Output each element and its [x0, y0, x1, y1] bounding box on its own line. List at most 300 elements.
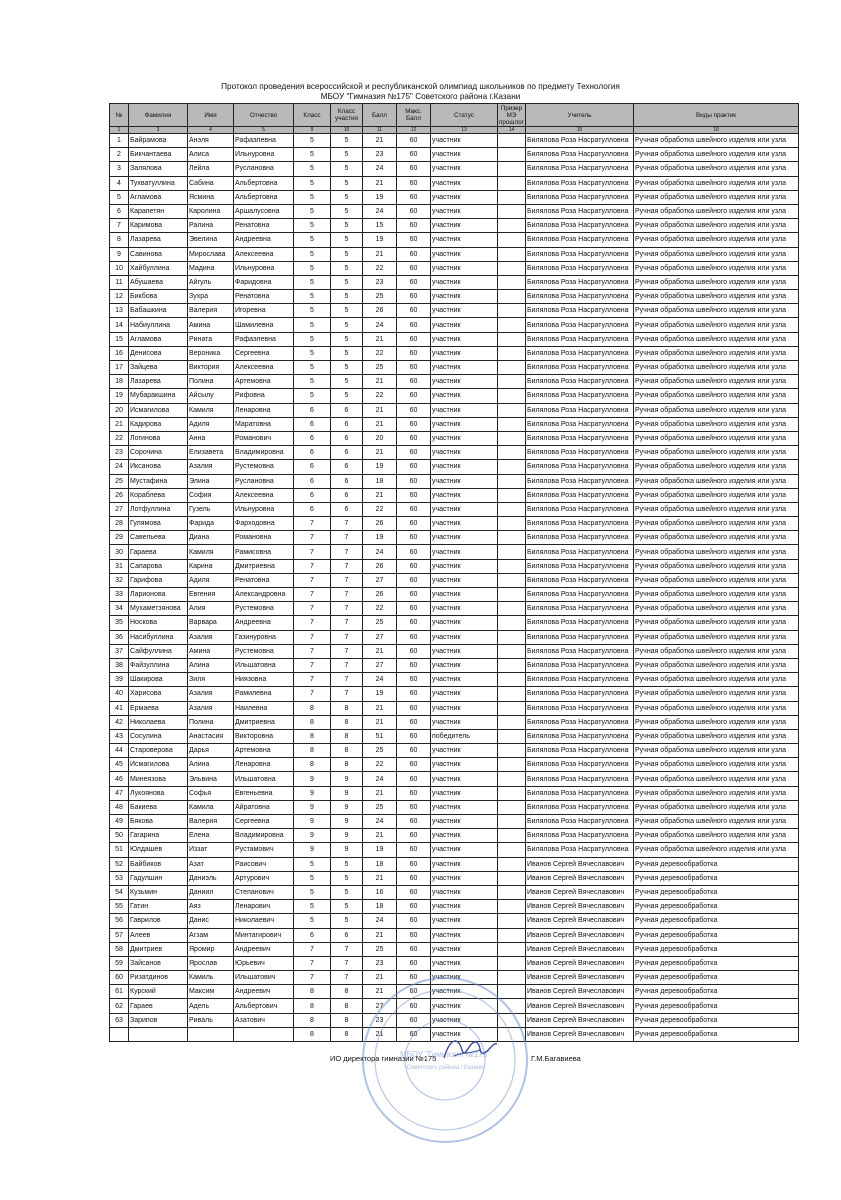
- score-cell: 27: [363, 573, 397, 587]
- max-score-cell: 60: [397, 162, 431, 176]
- grade-cell: 5: [294, 389, 331, 403]
- status-cell: участник: [431, 857, 498, 871]
- patronymic-cell: Викторовна: [234, 729, 294, 743]
- max-score-cell: 60: [397, 431, 431, 445]
- last-name-cell: Дмитриев: [129, 942, 188, 956]
- patronymic-cell: Алексеевна: [234, 247, 294, 261]
- score-cell: 26: [363, 559, 397, 573]
- status-cell: участник: [431, 971, 498, 985]
- score-cell: 22: [363, 758, 397, 772]
- max-score-cell: 60: [397, 729, 431, 743]
- row-number-cell: [110, 1027, 129, 1041]
- first-name-cell: Полина: [188, 715, 234, 729]
- last-name-cell: Кадирова: [129, 417, 188, 431]
- previous-prize-cell: [498, 290, 526, 304]
- patronymic-cell: Артурович: [234, 871, 294, 885]
- max-score-cell: 60: [397, 829, 431, 843]
- grade-participation-cell: 8: [331, 701, 363, 715]
- first-name-cell: Зиля: [188, 673, 234, 687]
- teacher-cell: Билялова Роза Насратулловна: [526, 744, 634, 758]
- last-name-cell: Логинова: [129, 431, 188, 445]
- score-cell: 19: [363, 843, 397, 857]
- grade-cell: 6: [294, 474, 331, 488]
- first-name-cell: Риваль: [188, 1013, 234, 1027]
- grade-participation-cell: 5: [331, 332, 363, 346]
- last-name-cell: Абушаева: [129, 275, 188, 289]
- practice-type-cell: Ручная обработка швейного изделия или узла: [634, 361, 799, 375]
- max-score-cell: 60: [397, 772, 431, 786]
- last-name-cell: Денисова: [129, 346, 188, 360]
- grade-cell: 5: [294, 914, 331, 928]
- grade-cell: 9: [294, 800, 331, 814]
- row-number-cell: 35: [110, 616, 129, 630]
- status-cell: участник: [431, 474, 498, 488]
- grade-participation-cell: 7: [331, 531, 363, 545]
- row-number-cell: 50: [110, 829, 129, 843]
- practice-type-cell: Ручная обработка швейного изделия или узла: [634, 687, 799, 701]
- teacher-cell: Билялова Роза Насратулловна: [526, 701, 634, 715]
- patronymic-cell: Ленарович: [234, 900, 294, 914]
- max-score-cell: 60: [397, 134, 431, 148]
- patronymic-cell: Игоревна: [234, 304, 294, 318]
- previous-prize-cell: [498, 857, 526, 871]
- row-number-cell: 38: [110, 658, 129, 672]
- grade-cell: 7: [294, 658, 331, 672]
- max-score-cell: 60: [397, 417, 431, 431]
- table-row: [110, 843, 799, 857]
- score-cell: 24: [363, 772, 397, 786]
- column-header: Виды практик: [634, 104, 799, 127]
- grade-cell: 7: [294, 687, 331, 701]
- row-number-cell: 6: [110, 204, 129, 218]
- row-number-cell: 60: [110, 971, 129, 985]
- status-cell: участник: [431, 431, 498, 445]
- grade-cell: 7: [294, 616, 331, 630]
- grade-participation-cell: 7: [331, 971, 363, 985]
- column-header: №: [110, 104, 129, 127]
- patronymic-cell: Рустамович: [234, 843, 294, 857]
- grade-participation-cell: 7: [331, 588, 363, 602]
- previous-prize-cell: [498, 134, 526, 148]
- table-row: [110, 431, 799, 445]
- first-name-cell: София: [188, 488, 234, 502]
- table-row: [110, 148, 799, 162]
- table-index-row: [110, 127, 799, 134]
- grade-cell: 9: [294, 815, 331, 829]
- teacher-cell: Билялова Роза Насратулловна: [526, 332, 634, 346]
- status-cell: участник: [431, 531, 498, 545]
- previous-prize-cell: [498, 701, 526, 715]
- grade-participation-cell: 5: [331, 261, 363, 275]
- row-number-cell: 53: [110, 871, 129, 885]
- status-cell: участник: [431, 176, 498, 190]
- row-number-cell: 41: [110, 701, 129, 715]
- teacher-cell: Билялова Роза Насратулловна: [526, 290, 634, 304]
- practice-type-cell: Ручная деревообработка: [634, 956, 799, 970]
- table-row: [110, 247, 799, 261]
- max-score-cell: 60: [397, 644, 431, 658]
- score-cell: 25: [363, 942, 397, 956]
- score-cell: 21: [363, 1027, 397, 1041]
- first-name-cell: Даниэль: [188, 871, 234, 885]
- teacher-cell: Билялова Роза Насратулловна: [526, 644, 634, 658]
- title-line-2: МБОУ "Гимназия №175" Советского района г.Казани: [320, 91, 521, 101]
- score-cell: 25: [363, 361, 397, 375]
- table-row: [110, 332, 799, 346]
- column-header: Отчество: [234, 104, 294, 127]
- grade-cell: 9: [294, 843, 331, 857]
- last-name-cell: Гараев: [129, 999, 188, 1013]
- score-cell: 21: [363, 176, 397, 190]
- practice-type-cell: Ручная обработка швейного изделия или узла: [634, 800, 799, 814]
- first-name-cell: Азалия: [188, 630, 234, 644]
- score-cell: 22: [363, 502, 397, 516]
- column-index: 13: [431, 127, 498, 134]
- row-number-cell: 43: [110, 729, 129, 743]
- last-name-cell: Зайсанов: [129, 956, 188, 970]
- previous-prize-cell: [498, 687, 526, 701]
- last-name-cell: Староверова: [129, 744, 188, 758]
- previous-prize-cell: [498, 190, 526, 204]
- last-name-cell: Исмагилова: [129, 758, 188, 772]
- first-name-cell: Полина: [188, 375, 234, 389]
- grade-cell: 6: [294, 502, 331, 516]
- first-name-cell: Варвара: [188, 616, 234, 630]
- teacher-cell: Билялова Роза Насратулловна: [526, 190, 634, 204]
- row-number-cell: 9: [110, 247, 129, 261]
- grade-participation-cell: 7: [331, 517, 363, 531]
- max-score-cell: 60: [397, 630, 431, 644]
- table-row: [110, 261, 799, 275]
- first-name-cell: Рината: [188, 332, 234, 346]
- previous-prize-cell: [498, 758, 526, 772]
- teacher-cell: Билялова Роза Насратулловна: [526, 800, 634, 814]
- table-row: [110, 786, 799, 800]
- last-name-cell: Карапетян: [129, 204, 188, 218]
- column-header: Учитель: [526, 104, 634, 127]
- last-name-cell: Савельева: [129, 531, 188, 545]
- first-name-cell: [188, 1027, 234, 1041]
- table-row: [110, 729, 799, 743]
- grade-participation-cell: 6: [331, 417, 363, 431]
- max-score-cell: 60: [397, 304, 431, 318]
- grade-participation-cell: 6: [331, 502, 363, 516]
- grade-participation-cell: 5: [331, 885, 363, 899]
- grade-participation-cell: 9: [331, 829, 363, 843]
- patronymic-cell: Дмитриевна: [234, 715, 294, 729]
- table-row: [110, 644, 799, 658]
- first-name-cell: Агзам: [188, 928, 234, 942]
- first-name-cell: Виктория: [188, 361, 234, 375]
- table-row: [110, 290, 799, 304]
- last-name-cell: Лазарева: [129, 375, 188, 389]
- patronymic-cell: Шамилевна: [234, 318, 294, 332]
- patronymic-cell: Минтагирович: [234, 928, 294, 942]
- grade-participation-cell: 5: [331, 871, 363, 885]
- first-name-cell: Амина: [188, 318, 234, 332]
- previous-prize-cell: [498, 829, 526, 843]
- score-cell: 21: [363, 332, 397, 346]
- patronymic-cell: Рафаэлевна: [234, 134, 294, 148]
- last-name-cell: Исмагилова: [129, 403, 188, 417]
- max-score-cell: 60: [397, 375, 431, 389]
- table-row: [110, 715, 799, 729]
- max-score-cell: 60: [397, 403, 431, 417]
- grade-cell: 5: [294, 346, 331, 360]
- last-name-cell: Гараева: [129, 545, 188, 559]
- practice-type-cell: Ручная обработка швейного изделия или узла: [634, 304, 799, 318]
- column-index: 18: [634, 127, 799, 134]
- column-index: 3: [129, 127, 188, 134]
- practice-type-cell: Ручная обработка швейного изделия или узла: [634, 531, 799, 545]
- grade-cell: 5: [294, 871, 331, 885]
- patronymic-cell: [234, 1027, 294, 1041]
- grade-cell: 5: [294, 375, 331, 389]
- last-name-cell: Иксанова: [129, 460, 188, 474]
- practice-type-cell: Ручная обработка швейного изделия или узла: [634, 219, 799, 233]
- first-name-cell: Елизавета: [188, 446, 234, 460]
- patronymic-cell: Рамисовна: [234, 545, 294, 559]
- grade-participation-cell: 7: [331, 573, 363, 587]
- first-name-cell: Алия: [188, 602, 234, 616]
- grade-cell: 5: [294, 233, 331, 247]
- patronymic-cell: Андреевна: [234, 233, 294, 247]
- grade-participation-cell: 8: [331, 999, 363, 1013]
- practice-type-cell: Ручная деревообработка: [634, 1027, 799, 1041]
- score-cell: 18: [363, 474, 397, 488]
- score-cell: 16: [363, 885, 397, 899]
- score-cell: 25: [363, 290, 397, 304]
- patronymic-cell: Альбертович: [234, 999, 294, 1013]
- table-row: [110, 928, 799, 942]
- status-cell: участник: [431, 275, 498, 289]
- previous-prize-cell: [498, 247, 526, 261]
- patronymic-cell: Андреевич: [234, 985, 294, 999]
- max-score-cell: 60: [397, 658, 431, 672]
- previous-prize-cell: [498, 715, 526, 729]
- grade-cell: 8: [294, 1013, 331, 1027]
- row-number-cell: 29: [110, 531, 129, 545]
- teacher-cell: Иванов Сергей Вячеславович: [526, 942, 634, 956]
- last-name-cell: Лазарева: [129, 233, 188, 247]
- last-name-cell: Курский: [129, 985, 188, 999]
- column-index: 5: [234, 127, 294, 134]
- first-name-cell: Евгения: [188, 588, 234, 602]
- director-signature: [440, 1032, 500, 1066]
- max-score-cell: 60: [397, 701, 431, 715]
- status-cell: участник: [431, 375, 498, 389]
- column-header: Класс участия: [331, 104, 363, 127]
- score-cell: 25: [363, 744, 397, 758]
- column-index: 11: [363, 127, 397, 134]
- previous-prize-cell: [498, 800, 526, 814]
- patronymic-cell: Алексеевна: [234, 361, 294, 375]
- column-index: 9: [294, 127, 331, 134]
- grade-cell: 6: [294, 488, 331, 502]
- max-score-cell: 60: [397, 233, 431, 247]
- max-score-cell: 60: [397, 1013, 431, 1027]
- score-cell: 25: [363, 616, 397, 630]
- column-header: Макс. Балл: [397, 104, 431, 127]
- row-number-cell: 28: [110, 517, 129, 531]
- practice-type-cell: Ручная деревообработка: [634, 914, 799, 928]
- last-name-cell: Мубаракшина: [129, 389, 188, 403]
- status-cell: участник: [431, 630, 498, 644]
- max-score-cell: 60: [397, 588, 431, 602]
- row-number-cell: 12: [110, 290, 129, 304]
- column-index: 10: [331, 127, 363, 134]
- row-number-cell: 31: [110, 559, 129, 573]
- status-cell: участник: [431, 559, 498, 573]
- first-name-cell: Лейла: [188, 162, 234, 176]
- patronymic-cell: Наилевна: [234, 701, 294, 715]
- row-number-cell: 55: [110, 900, 129, 914]
- previous-prize-cell: [498, 942, 526, 956]
- patronymic-cell: Рафаэлевна: [234, 332, 294, 346]
- grade-participation-cell: 5: [331, 361, 363, 375]
- last-name-cell: Гаврилов: [129, 914, 188, 928]
- max-score-cell: 60: [397, 176, 431, 190]
- status-cell: участник: [431, 332, 498, 346]
- patronymic-cell: Ниязовна: [234, 673, 294, 687]
- status-cell: участник: [431, 361, 498, 375]
- teacher-cell: Иванов Сергей Вячеславович: [526, 871, 634, 885]
- grade-cell: 7: [294, 644, 331, 658]
- table-row: [110, 318, 799, 332]
- practice-type-cell: Ручная деревообработка: [634, 928, 799, 942]
- last-name-cell: Мухаметзянова: [129, 602, 188, 616]
- patronymic-cell: Дмитриевна: [234, 559, 294, 573]
- practice-type-cell: Ручная обработка швейного изделия или узла: [634, 460, 799, 474]
- status-cell: участник: [431, 290, 498, 304]
- column-header: Статус: [431, 104, 498, 127]
- patronymic-cell: Владимировна: [234, 829, 294, 843]
- signer-title: ИО директора гимназии №175: [330, 1054, 437, 1063]
- last-name-cell: Минеязова: [129, 772, 188, 786]
- max-score-cell: 60: [397, 361, 431, 375]
- practice-type-cell: Ручная обработка швейного изделия или узла: [634, 134, 799, 148]
- grade-cell: 7: [294, 588, 331, 602]
- grade-cell: 5: [294, 885, 331, 899]
- previous-prize-cell: [498, 346, 526, 360]
- teacher-cell: Иванов Сергей Вячеславович: [526, 985, 634, 999]
- practice-type-cell: Ручная обработка швейного изделия или узла: [634, 602, 799, 616]
- row-number-cell: 59: [110, 956, 129, 970]
- practice-type-cell: Ручная обработка швейного изделия или узла: [634, 148, 799, 162]
- teacher-cell: Билялова Роза Насратулловна: [526, 658, 634, 672]
- status-cell: участник: [431, 573, 498, 587]
- max-score-cell: 60: [397, 332, 431, 346]
- grade-participation-cell: 9: [331, 772, 363, 786]
- patronymic-cell: Степанович: [234, 885, 294, 899]
- grade-cell: 8: [294, 1027, 331, 1041]
- first-name-cell: Анна: [188, 431, 234, 445]
- last-name-cell: Савинова: [129, 247, 188, 261]
- table-row: [110, 942, 799, 956]
- teacher-cell: Билялова Роза Насратулловна: [526, 559, 634, 573]
- patronymic-cell: Николаевич: [234, 914, 294, 928]
- practice-type-cell: Ручная обработка швейного изделия или узла: [634, 673, 799, 687]
- status-cell: участник: [431, 517, 498, 531]
- practice-type-cell: Ручная обработка швейного изделия или узла: [634, 346, 799, 360]
- max-score-cell: 60: [397, 800, 431, 814]
- max-score-cell: 60: [397, 460, 431, 474]
- grade-cell: 5: [294, 290, 331, 304]
- practice-type-cell: Ручная обработка швейного изделия или узла: [634, 786, 799, 800]
- patronymic-cell: Ильнуровна: [234, 261, 294, 275]
- table-row: [110, 871, 799, 885]
- last-name-cell: Бикчантаева: [129, 148, 188, 162]
- grade-participation-cell: 5: [331, 304, 363, 318]
- max-score-cell: 60: [397, 290, 431, 304]
- teacher-cell: Билялова Роза Насратулловна: [526, 488, 634, 502]
- practice-type-cell: Ручная обработка швейного изделия или узла: [634, 332, 799, 346]
- max-score-cell: 60: [397, 985, 431, 999]
- last-name-cell: Зайцева: [129, 361, 188, 375]
- row-number-cell: 32: [110, 573, 129, 587]
- grade-participation-cell: 5: [331, 233, 363, 247]
- table-row: [110, 829, 799, 843]
- first-name-cell: Карина: [188, 559, 234, 573]
- table-row: [110, 559, 799, 573]
- column-header: Класс: [294, 104, 331, 127]
- teacher-cell: Билялова Роза Насратулловна: [526, 233, 634, 247]
- first-name-cell: Алиса: [188, 148, 234, 162]
- last-name-cell: Бабашкина: [129, 304, 188, 318]
- patronymic-cell: Газинуровна: [234, 630, 294, 644]
- practice-type-cell: Ручная обработка швейного изделия или узла: [634, 588, 799, 602]
- patronymic-cell: Ильнуровна: [234, 502, 294, 516]
- grade-cell: 5: [294, 247, 331, 261]
- previous-prize-cell: [498, 148, 526, 162]
- column-index: 15: [526, 127, 634, 134]
- practice-type-cell: Ручная обработка швейного изделия или узла: [634, 190, 799, 204]
- table-row: [110, 204, 799, 218]
- practice-type-cell: Ручная деревообработка: [634, 971, 799, 985]
- practice-type-cell: Ручная обработка швейного изделия или узла: [634, 573, 799, 587]
- table-row: [110, 134, 799, 148]
- status-cell: участник: [431, 942, 498, 956]
- max-score-cell: 60: [397, 517, 431, 531]
- grade-participation-cell: 7: [331, 630, 363, 644]
- score-cell: 22: [363, 389, 397, 403]
- status-cell: участник: [431, 658, 498, 672]
- previous-prize-cell: [498, 630, 526, 644]
- row-number-cell: 49: [110, 815, 129, 829]
- row-number-cell: 54: [110, 885, 129, 899]
- table-row: [110, 758, 799, 772]
- row-number-cell: 15: [110, 332, 129, 346]
- first-name-cell: Камиля: [188, 403, 234, 417]
- previous-prize-cell: [498, 389, 526, 403]
- practice-type-cell: Ручная обработка швейного изделия или узла: [634, 488, 799, 502]
- column-index: 14: [498, 127, 526, 134]
- last-name-cell: Ларионова: [129, 588, 188, 602]
- status-cell: участник: [431, 602, 498, 616]
- grade-cell: 7: [294, 971, 331, 985]
- status-cell: участник: [431, 417, 498, 431]
- first-name-cell: Камила: [188, 800, 234, 814]
- patronymic-cell: Аршалуcовна: [234, 204, 294, 218]
- max-score-cell: 60: [397, 715, 431, 729]
- last-name-cell: Набиуллина: [129, 318, 188, 332]
- table-row: [110, 956, 799, 970]
- teacher-cell: Иванов Сергей Вячеславович: [526, 971, 634, 985]
- grade-participation-cell: 5: [331, 275, 363, 289]
- previous-prize-cell: [498, 204, 526, 218]
- previous-prize-cell: [498, 275, 526, 289]
- grade-cell: 5: [294, 261, 331, 275]
